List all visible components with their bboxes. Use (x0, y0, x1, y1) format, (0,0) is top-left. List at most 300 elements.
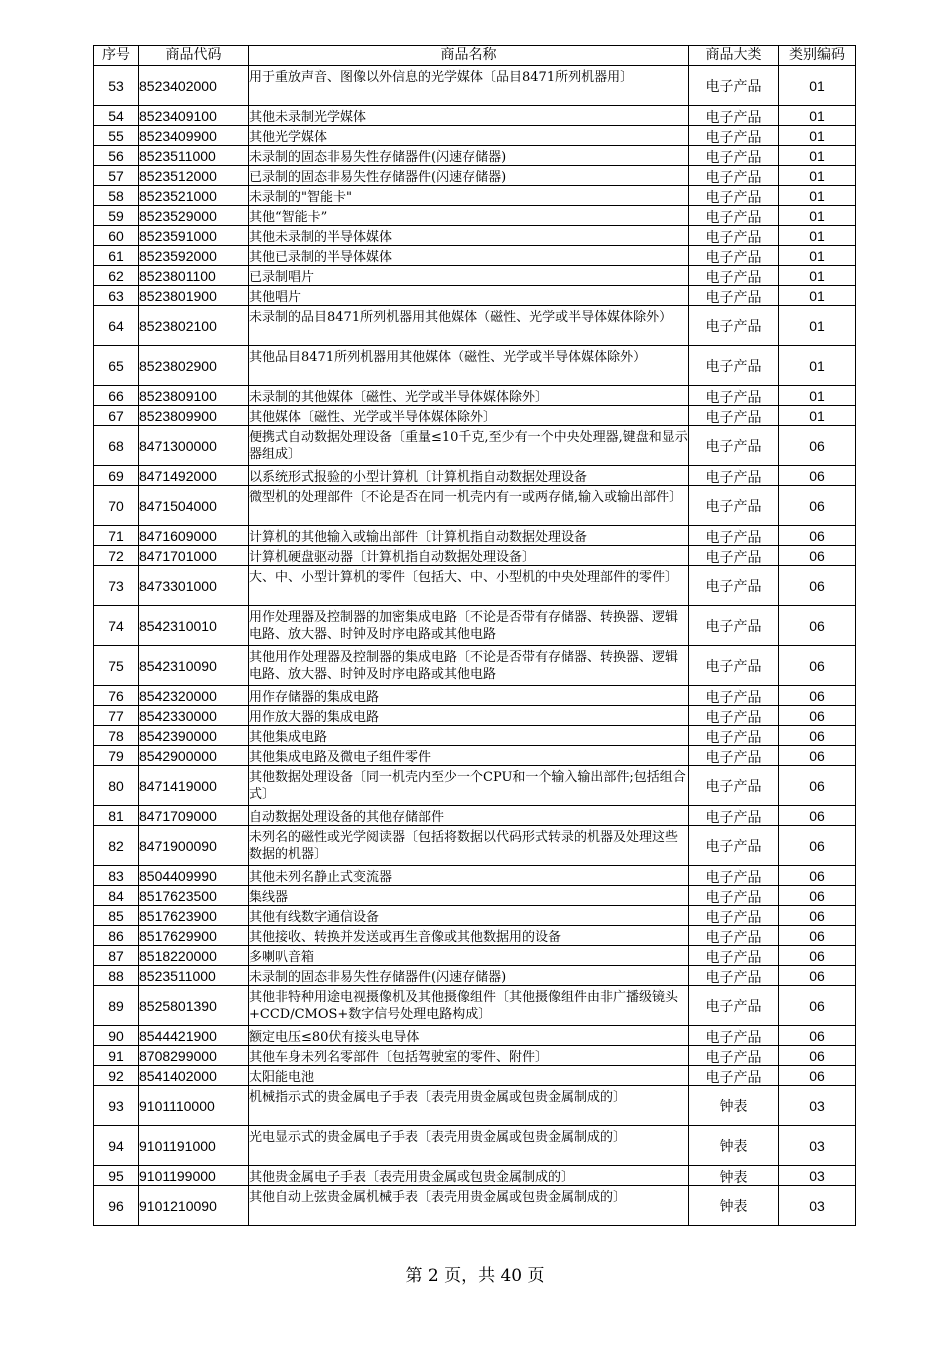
row-code: 8471419000 (139, 766, 249, 806)
row-category: 电子产品 (689, 346, 779, 386)
row-name (249, 406, 689, 426)
row-class-code: 06 (779, 806, 856, 826)
row-name-text: 集线器 (249, 890, 289, 905)
row-category (689, 706, 779, 726)
row-name-text: 已录制的固态非易失性存储器件(闪速存储器) (249, 170, 507, 185)
row-code: 8523809900 (139, 406, 249, 426)
row-name (249, 986, 689, 1026)
table-body (94, 66, 856, 1226)
row-name-text: 其他用作处理器及控制器的集成电路〔不论是否带有存储器、转换器、逻辑电路、放大器、时钟及时序电路或其他电路 (249, 650, 679, 682)
row-class-code: 01 (779, 146, 856, 166)
row-class-code: 06 (779, 866, 856, 886)
row-seq: 69 (94, 466, 139, 486)
row-name (249, 546, 689, 566)
row-category: 电子产品 (689, 306, 779, 346)
row-class-code: 06 (779, 646, 856, 686)
row-class-code: 06 (779, 886, 856, 906)
row-category (689, 166, 779, 186)
table-row (94, 66, 856, 106)
row-class-code: 06 (779, 1046, 856, 1066)
commodity-table (93, 45, 856, 1226)
row-category (689, 226, 779, 246)
row-category (689, 126, 779, 146)
row-category (689, 806, 779, 826)
table-row (94, 926, 856, 946)
row-name (249, 746, 689, 766)
row-code: 8523801100 (139, 266, 249, 286)
row-category: 钟表 (689, 1086, 779, 1126)
row-name-text: 其他非特种用途电视摄像机及其他摄像组件〔其他摄像组件由非广播级镜头+CCD/CMOS+数字信号处理电路构成〕 (249, 990, 679, 1022)
table-row (94, 606, 856, 646)
row-class-code: 06 (779, 766, 856, 806)
row-name-text: 未录制的"智能卡" (249, 190, 352, 205)
row-name-text: 未列名的磁性或光学阅读器〔包括将数据以代码形式转录的机器及处理这些数据的机器〕 (249, 830, 679, 862)
row-code: 8544421900 (139, 1026, 249, 1046)
row-class-code: 06 (779, 926, 856, 946)
row-category-text: 电子产品 (705, 290, 762, 305)
row-code: 8471709000 (139, 806, 249, 826)
table-row (94, 1046, 856, 1066)
table-row (94, 386, 856, 406)
row-name-text: 光电显示式的贵金属电子手表〔表壳用贵金属或包贵金属制成的〕 (249, 1130, 627, 1145)
row-name-text: 机械指示式的贵金属电子手表〔表壳用贵金属或包贵金属制成的〕 (249, 1090, 627, 1105)
row-name (249, 886, 689, 906)
row-seq: 96 (94, 1186, 139, 1226)
row-category (689, 726, 779, 746)
header-seq: 序号 (94, 46, 139, 66)
row-code: 8541402000 (139, 1066, 249, 1086)
row-name (249, 286, 689, 306)
row-name (249, 1166, 689, 1186)
row-category-text: 电子产品 (705, 710, 762, 725)
row-class-code: 03 (779, 1186, 856, 1226)
table-row (94, 746, 856, 766)
row-class-code: 06 (779, 1066, 856, 1086)
row-class-code: 06 (779, 906, 856, 926)
row-code: 8542900000 (139, 746, 249, 766)
row-class-code: 06 (779, 1026, 856, 1046)
row-category-text: 电子产品 (705, 970, 762, 985)
table-row (94, 346, 856, 386)
row-category: 电子产品 (689, 426, 779, 466)
row-name (249, 126, 689, 146)
row-seq: 75 (94, 646, 139, 686)
row-category-text: 电子产品 (705, 150, 762, 165)
row-seq: 93 (94, 1086, 139, 1126)
row-category (689, 866, 779, 886)
table-row (94, 306, 856, 346)
row-class-code: 01 (779, 306, 856, 346)
row-seq: 86 (94, 926, 139, 946)
row-category-text: 电子产品 (705, 730, 762, 745)
row-name-text: 其他未录制光学媒体 (249, 110, 367, 125)
row-name (249, 426, 689, 466)
row-category (689, 906, 779, 926)
row-code: 9101110000 (139, 1086, 249, 1126)
row-category: 电子产品 (689, 646, 779, 686)
row-name (249, 186, 689, 206)
row-seq: 65 (94, 346, 139, 386)
row-name (249, 66, 689, 106)
row-name-text: 其他品目8471所列机器用其他媒体（磁性、光学或半导体媒体除外） (249, 350, 647, 365)
row-code: 8517629900 (139, 926, 249, 946)
table-row (94, 1086, 856, 1126)
row-category (689, 746, 779, 766)
table-row (94, 766, 856, 806)
row-category-text: 电子产品 (705, 810, 762, 825)
row-name-text: 用作放大器的集成电路 (249, 710, 380, 725)
row-class-code: 01 (779, 66, 856, 106)
table-row (94, 806, 856, 826)
row-name (249, 966, 689, 986)
row-name (249, 866, 689, 886)
row-name (249, 686, 689, 706)
row-code: 8523809100 (139, 386, 249, 406)
row-name-text: 其他光学媒体 (249, 130, 328, 145)
row-code: 8542310010 (139, 606, 249, 646)
row-name-text: 微型机的处理部件〔不论是否在同一机壳内有一或两存储,输入或输出部件〕 (249, 490, 683, 505)
row-category-text: 电子产品 (705, 930, 762, 945)
row-class-code: 06 (779, 546, 856, 566)
row-category (689, 1166, 779, 1186)
row-class-code: 01 (779, 226, 856, 246)
row-name (249, 1026, 689, 1046)
row-class-code: 03 (779, 1126, 856, 1166)
row-category (689, 526, 779, 546)
row-seq: 61 (94, 246, 139, 266)
row-category-text: 电子产品 (705, 210, 762, 225)
row-seq: 84 (94, 886, 139, 906)
row-seq: 63 (94, 286, 139, 306)
row-category-text: 电子产品 (705, 690, 762, 705)
row-category (689, 946, 779, 966)
row-seq: 56 (94, 146, 139, 166)
row-category (689, 106, 779, 126)
row-name-text: 其他媒体〔磁性、光学或半导体媒体除外〕 (249, 410, 497, 425)
row-class-code: 06 (779, 486, 856, 526)
row-category (689, 386, 779, 406)
table-row (94, 186, 856, 206)
row-code: 8471492000 (139, 466, 249, 486)
table-row (94, 266, 856, 286)
row-code: 8523511000 (139, 146, 249, 166)
table-row (94, 526, 856, 546)
row-name (249, 706, 689, 726)
row-category (689, 926, 779, 946)
row-seq: 95 (94, 1166, 139, 1186)
row-name-text: 其他有线数字通信设备 (249, 910, 380, 925)
table-row (94, 986, 856, 1026)
row-code: 8473301000 (139, 566, 249, 606)
row-code: 8471504000 (139, 486, 249, 526)
row-seq: 88 (94, 966, 139, 986)
row-category-text: 钟表 (719, 1170, 748, 1185)
table-row (94, 166, 856, 186)
row-code: 9101210090 (139, 1186, 249, 1226)
table-row (94, 1166, 856, 1186)
table-row (94, 1066, 856, 1086)
row-name-text: 以系统形式报验的小型计算机〔计算机指自动数据处理设备 (249, 470, 588, 485)
row-code: 8471300000 (139, 426, 249, 466)
row-seq: 60 (94, 226, 139, 246)
row-seq: 57 (94, 166, 139, 186)
row-seq: 90 (94, 1026, 139, 1046)
row-name-text: 用作处理器及控制器的加密集成电路〔不论是否带有存储器、转换器、逻辑电路、放大器、时钟及时序电路或其他电路 (249, 610, 679, 642)
row-code: 8518220000 (139, 946, 249, 966)
row-seq: 70 (94, 486, 139, 526)
row-name-text: 太阳能电池 (249, 1070, 315, 1085)
row-name-text: 额定电压≤80伏有接头电导体 (249, 1030, 420, 1045)
row-category: 电子产品 (689, 566, 779, 606)
row-name (249, 1066, 689, 1086)
row-category-text: 电子产品 (705, 470, 762, 485)
table-row (94, 406, 856, 426)
row-class-code: 06 (779, 946, 856, 966)
table-row (94, 566, 856, 606)
row-code: 8542320000 (139, 686, 249, 706)
row-category (689, 266, 779, 286)
row-seq: 79 (94, 746, 139, 766)
row-name-text: 计算机的其他输入或输出部件〔计算机指自动数据处理设备 (249, 530, 588, 545)
row-name-text: 其他唱片 (249, 290, 302, 305)
row-seq: 62 (94, 266, 139, 286)
row-code: 8517623500 (139, 886, 249, 906)
row-name (249, 806, 689, 826)
row-code: 8542330000 (139, 706, 249, 726)
row-code: 8471701000 (139, 546, 249, 566)
row-seq: 83 (94, 866, 139, 886)
row-code: 9101191000 (139, 1126, 249, 1166)
table-row (94, 706, 856, 726)
row-code: 8523511000 (139, 966, 249, 986)
row-name-text: 用作存储器的集成电路 (249, 690, 380, 705)
row-code: 8523591000 (139, 226, 249, 246)
row-code: 8523521000 (139, 186, 249, 206)
row-category (689, 1066, 779, 1086)
row-code: 8523512000 (139, 166, 249, 186)
header-name: 商品名称 (249, 46, 689, 66)
row-name (249, 206, 689, 226)
row-class-code: 06 (779, 986, 856, 1026)
row-code: 8525801390 (139, 986, 249, 1026)
table-row (94, 466, 856, 486)
row-class-code: 06 (779, 606, 856, 646)
row-category (689, 1046, 779, 1066)
row-seq: 71 (94, 526, 139, 546)
row-seq: 80 (94, 766, 139, 806)
row-category-text: 电子产品 (705, 230, 762, 245)
table-row (94, 886, 856, 906)
row-class-code: 01 (779, 166, 856, 186)
row-name (249, 266, 689, 286)
row-name (249, 926, 689, 946)
row-seq: 87 (94, 946, 139, 966)
row-name-text: 其他“智能卡” (249, 210, 328, 225)
row-class-code: 01 (779, 106, 856, 126)
table-row (94, 1186, 856, 1226)
row-category (689, 546, 779, 566)
row-seq: 73 (94, 566, 139, 606)
row-code: 8523402000 (139, 66, 249, 106)
row-class-code: 06 (779, 746, 856, 766)
row-category: 电子产品 (689, 66, 779, 106)
row-name-text: 计算机硬盘驱动器〔计算机指自动数据处理设备〕 (249, 550, 536, 565)
row-class-code: 06 (779, 966, 856, 986)
row-category-text: 电子产品 (705, 130, 762, 145)
row-category (689, 206, 779, 226)
row-class-code: 06 (779, 426, 856, 466)
row-class-code: 01 (779, 186, 856, 206)
row-name-text: 其他集成电路 (249, 730, 328, 745)
row-category-text: 电子产品 (705, 1030, 762, 1045)
row-code: 8708299000 (139, 1046, 249, 1066)
row-category-text: 电子产品 (705, 1050, 762, 1065)
row-category-text: 电子产品 (705, 750, 762, 765)
table-row (94, 546, 856, 566)
table-row (94, 206, 856, 226)
row-category-text: 电子产品 (705, 250, 762, 265)
row-class-code: 01 (779, 126, 856, 146)
row-name (249, 766, 689, 806)
row-class-code: 01 (779, 246, 856, 266)
table-row (94, 106, 856, 126)
row-seq: 64 (94, 306, 139, 346)
row-name (249, 246, 689, 266)
row-code: 8523801900 (139, 286, 249, 306)
header-code: 商品代码 (139, 46, 249, 66)
row-name-text: 自动数据处理设备的其他存储部件 (249, 810, 445, 825)
row-name-text: 其他集成电路及微电子组件零件 (249, 750, 432, 765)
table-row (94, 946, 856, 966)
row-name (249, 306, 689, 346)
row-category-text: 电子产品 (705, 870, 762, 885)
row-class-code: 01 (779, 386, 856, 406)
row-class-code: 06 (779, 706, 856, 726)
row-seq: 91 (94, 1046, 139, 1066)
row-name-text: 其他未录制的半导体媒体 (249, 230, 393, 245)
table-row (94, 906, 856, 926)
table-row (94, 1126, 856, 1166)
row-name (249, 106, 689, 126)
row-category: 电子产品 (689, 826, 779, 866)
row-name (249, 646, 689, 686)
row-class-code: 06 (779, 826, 856, 866)
row-code: 8471900090 (139, 826, 249, 866)
row-name (249, 166, 689, 186)
row-code: 8523529000 (139, 206, 249, 226)
row-class-code: 06 (779, 726, 856, 746)
row-name-text: 未录制的品目8471所列机器用其他媒体（磁性、光学或半导体媒体除外） (249, 310, 673, 325)
row-seq: 66 (94, 386, 139, 406)
row-category (689, 186, 779, 206)
row-category-text: 电子产品 (705, 910, 762, 925)
table-row (94, 426, 856, 466)
row-code: 8517623900 (139, 906, 249, 926)
row-category-text: 电子产品 (705, 190, 762, 205)
row-category-text: 电子产品 (705, 270, 762, 285)
row-seq: 85 (94, 906, 139, 926)
row-code: 8523409100 (139, 106, 249, 126)
table-row (94, 726, 856, 746)
row-name (249, 146, 689, 166)
table-row (94, 646, 856, 686)
row-category (689, 146, 779, 166)
row-class-code: 01 (779, 266, 856, 286)
row-category-text: 电子产品 (705, 550, 762, 565)
row-seq: 82 (94, 826, 139, 866)
row-class-code: 01 (779, 406, 856, 426)
table-row (94, 866, 856, 886)
row-seq: 76 (94, 686, 139, 706)
row-class-code: 06 (779, 466, 856, 486)
row-class-code: 06 (779, 686, 856, 706)
row-seq: 58 (94, 186, 139, 206)
row-seq: 54 (94, 106, 139, 126)
row-name-text: 未录制的其他媒体〔磁性、光学或半导体媒体除外〕 (249, 390, 549, 405)
row-seq: 94 (94, 1126, 139, 1166)
row-code: 8542310090 (139, 646, 249, 686)
row-name (249, 946, 689, 966)
row-category: 电子产品 (689, 986, 779, 1026)
row-name-text: 其他接收、转换并发送或再生音像或其他数据用的设备 (249, 930, 562, 945)
table-row (94, 966, 856, 986)
row-name-text: 其他数据处理设备〔同一机壳内至少一个CPU和一个输入输出部件;包括组合式〕 (249, 770, 686, 802)
row-category-text: 电子产品 (705, 950, 762, 965)
row-name (249, 526, 689, 546)
row-category-text: 电子产品 (705, 110, 762, 125)
row-name (249, 906, 689, 926)
row-name-text: 便携式自动数据处理设备〔重量≤10千克,至少有一个中央处理器,键盘和显示器组成〕 (249, 430, 688, 462)
row-seq: 81 (94, 806, 139, 826)
table-row (94, 246, 856, 266)
row-name-text: 未录制的固态非易失性存储器件(闪速存储器) (249, 970, 507, 985)
row-name (249, 1046, 689, 1066)
row-category-text: 电子产品 (705, 410, 762, 425)
page-footer: 第 2 页，共 40 页 (405, 1266, 545, 1286)
row-seq: 55 (94, 126, 139, 146)
row-category (689, 966, 779, 986)
row-name-text: 多喇叭音箱 (249, 950, 315, 965)
row-class-code: 01 (779, 206, 856, 226)
row-category: 电子产品 (689, 606, 779, 646)
row-category (689, 886, 779, 906)
row-name (249, 226, 689, 246)
table-row (94, 126, 856, 146)
row-code: 8542390000 (139, 726, 249, 746)
row-name (249, 826, 689, 866)
table-row (94, 1026, 856, 1046)
row-category (689, 466, 779, 486)
row-category (689, 286, 779, 306)
row-code: 8523802900 (139, 346, 249, 386)
row-name-text: 其他贵金属电子手表〔表壳用贵金属或包贵金属制成的〕 (249, 1170, 575, 1185)
row-class-code: 06 (779, 566, 856, 606)
row-category: 钟表 (689, 1186, 779, 1226)
row-seq: 78 (94, 726, 139, 746)
row-name-text: 其他车身未列名零部件〔包括驾驶室的零件、附件〕 (249, 1050, 549, 1065)
row-seq: 68 (94, 426, 139, 466)
row-seq: 89 (94, 986, 139, 1026)
table-row (94, 286, 856, 306)
row-category-text: 电子产品 (705, 890, 762, 905)
row-name (249, 1126, 689, 1166)
table-row (94, 686, 856, 706)
row-category-text: 电子产品 (705, 390, 762, 405)
row-seq: 74 (94, 606, 139, 646)
row-name (249, 486, 689, 526)
row-code: 9101199000 (139, 1166, 249, 1186)
row-class-code: 03 (779, 1166, 856, 1186)
